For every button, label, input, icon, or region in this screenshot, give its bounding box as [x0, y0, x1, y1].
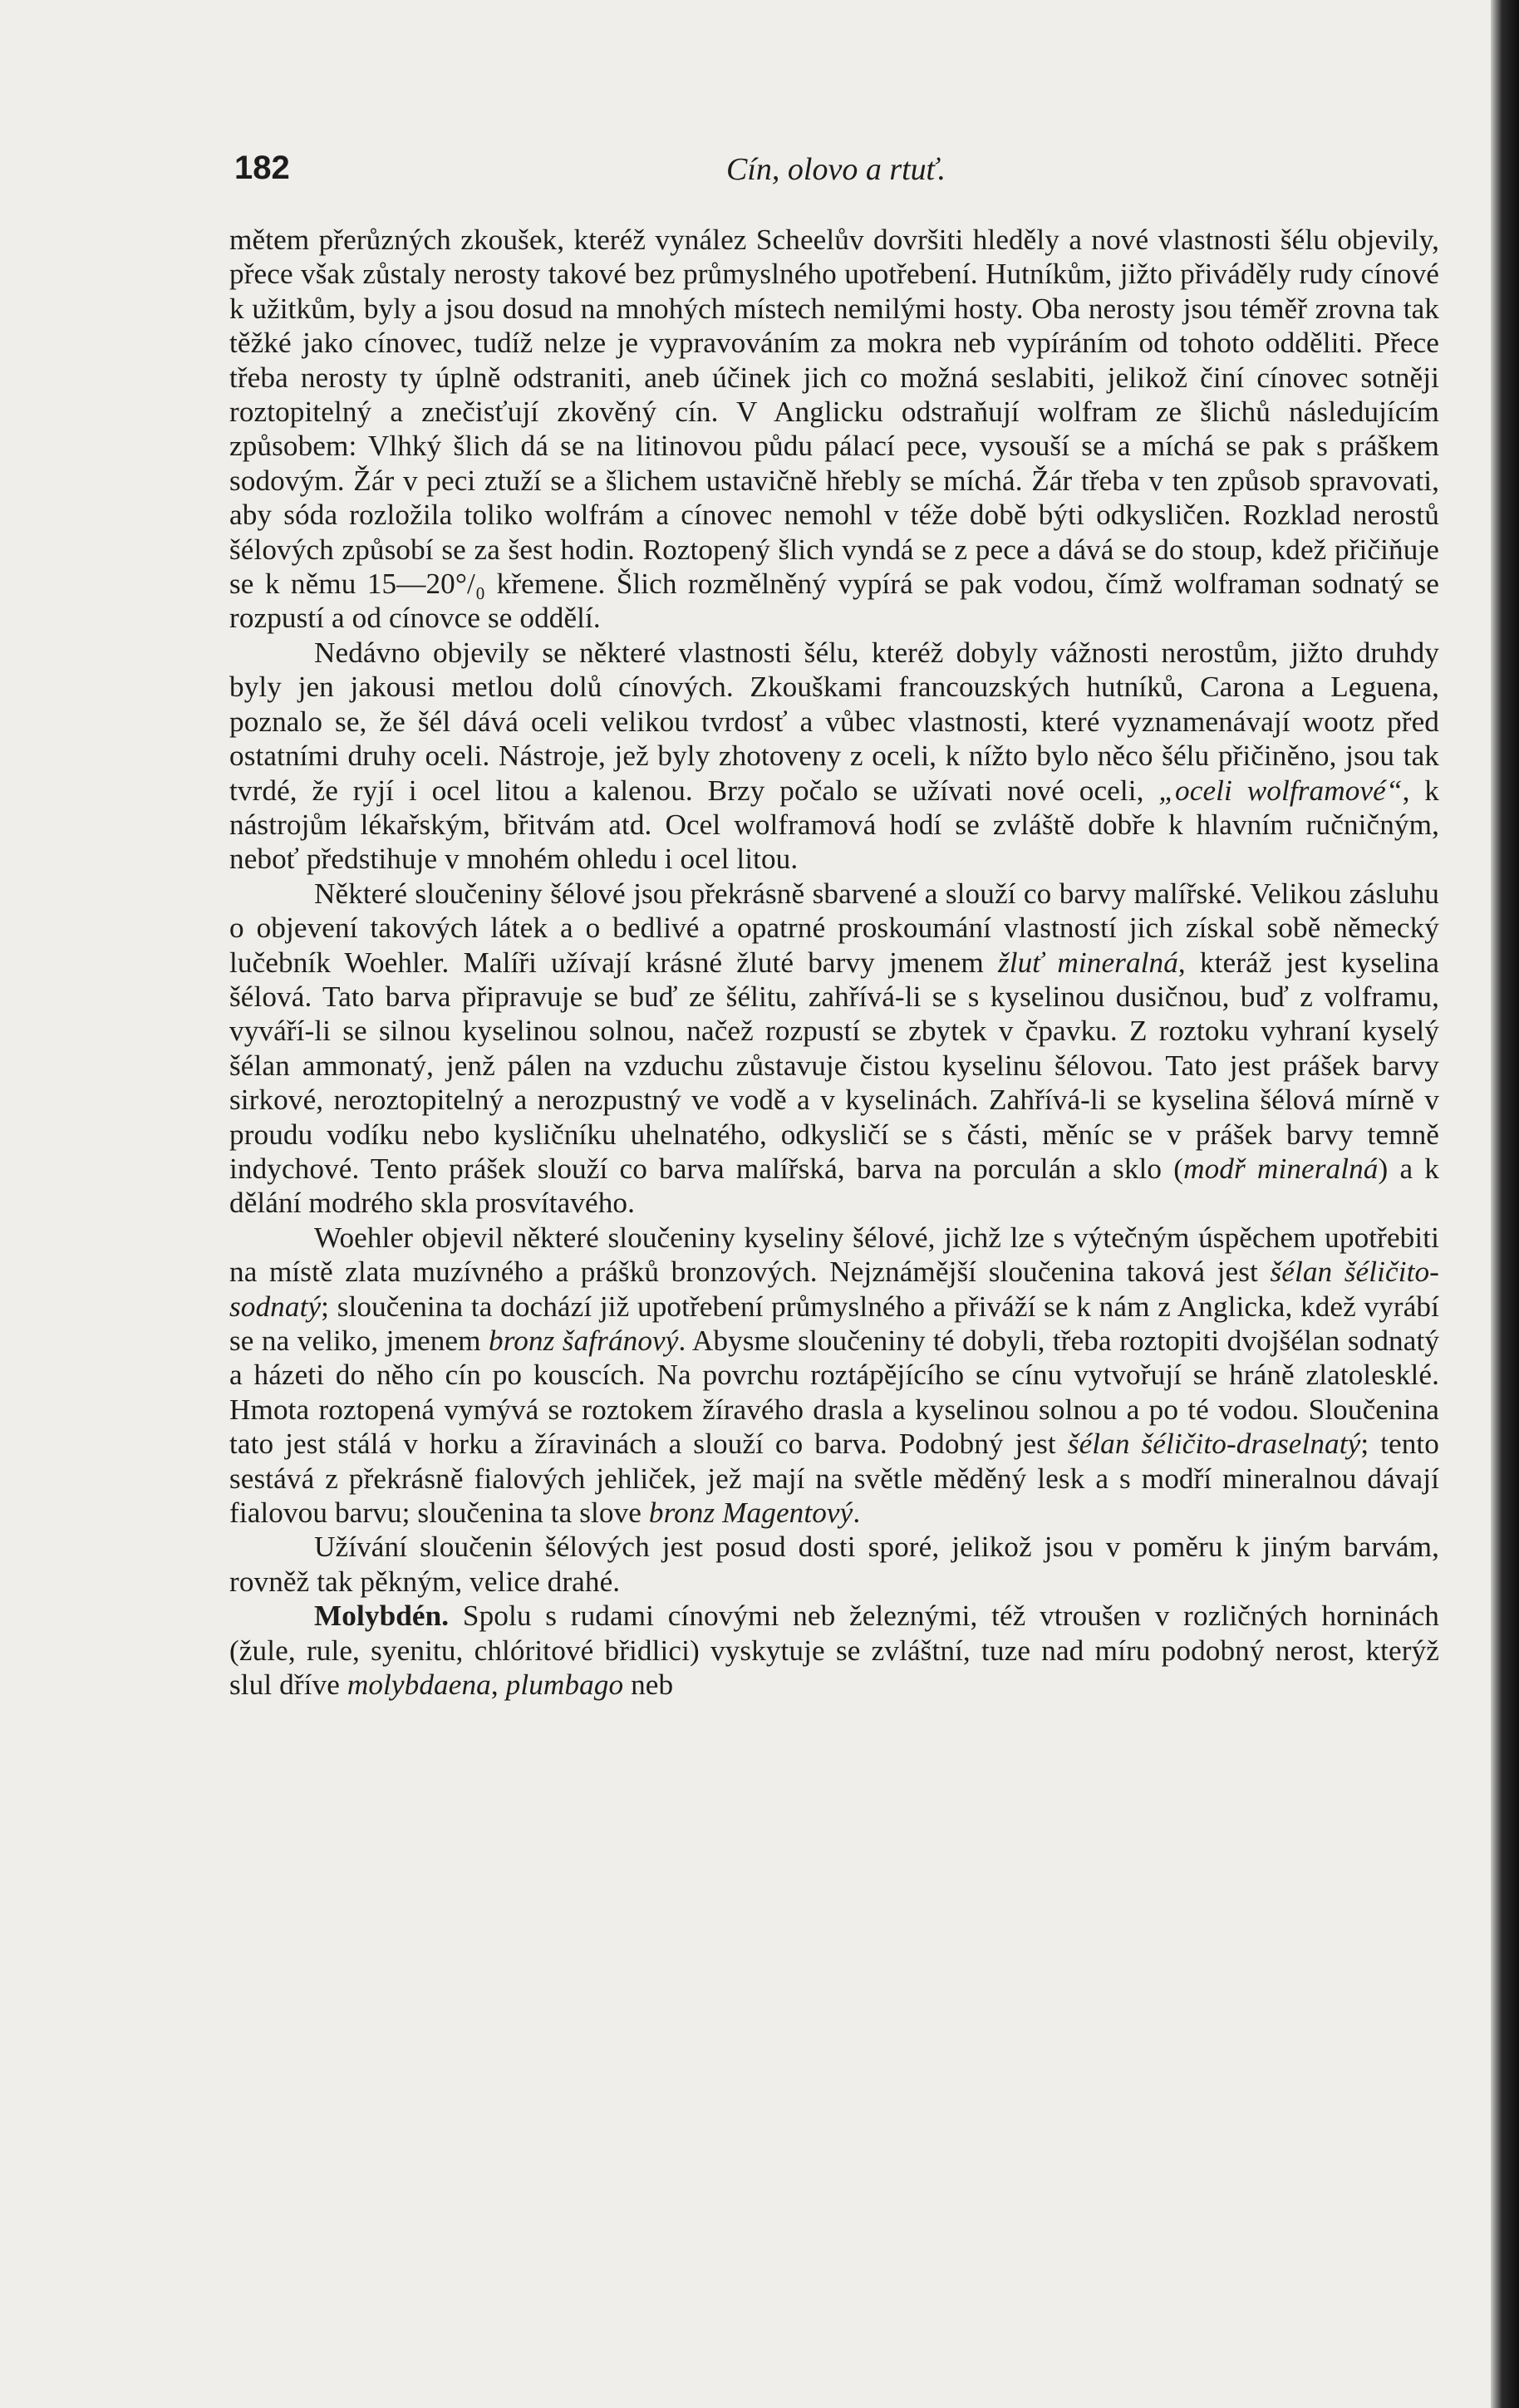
italic-term: bronz Magentový [648, 1496, 853, 1530]
page-number: 182 [234, 150, 290, 186]
text-run: , kteráž jest kyselina šélová. Tato barva připravuje se buď ze šélitu, zahřívá-li se s kyselinou dusičnou, buď z volframu, vyváří-li se silnou kyselinou solnou, načež rozpustí se zbytek v čpavku. Z roztoku vyhraní kyselý šélan ammonatý, jenž pálen na vzduchu zůstavuje čistou kyselinu šélovou. Tato jest prášek barvy sirkové, neroztopitelný a nerozpustný ve vodě a v kyselinách. Zahřívá-li se kyselina šélová mírně v proudu vodíku nebo kysličníku uhelnatého, odkysličí se s části, měníc se v prášek barvy temně indychové. Tento prášek slouží co barva malířská, barva na porculán a sklo ( [229, 946, 1439, 1185]
paragraph-p1 [229, 223, 1439, 636]
italic-term: šélan šéličito-sodnatý [229, 1256, 1439, 1323]
italic-term: „oceli wolframové“ [1158, 774, 1403, 807]
paragraph-p6 [229, 1599, 1439, 1702]
page-edge-shadow [1491, 0, 1519, 2408]
text-run: . [853, 1496, 861, 1530]
italic-term: žluť mineralná [998, 946, 1178, 979]
text-run: Užívání sloučenin šélových jest posud dosti sporé, jelikož jsou v poměru k jiným barvám, rovněž tak pěkným, velice drahé. [229, 1531, 1439, 1598]
text-run: ) a k dělání modrého skla prosvítavého. [229, 1152, 1439, 1220]
italic-term: bronz šafránový [489, 1324, 679, 1357]
text-run: Woehler objevil některé sloučeniny kyseliny šélové, jichž lze s výtečným úspěchem upotřebiti na místě zlata muzívného a prášků bronzových. Nejznámější sloučenina taková jest [229, 1221, 1439, 1289]
italic-term: molybdaena [347, 1668, 491, 1702]
italic-term: plumbago [505, 1668, 624, 1702]
running-title: Cín, olovo a rtuť. [726, 152, 946, 187]
text-run: Spolu s rudami cínovými neb železnými, též vtroušen v rozličných horninách (žule, rule, syenitu, chlóritové břidlici) vyskytuje se zvláštní, tuze nad míru podobný nerost, kterýž slul dříve [229, 1600, 1439, 1702]
text-run: ; sloučenina ta dochází již upotřebení průmyslného a přiváží se k nám z Anglicka, kdež vyrábí se na veliko, jmenem [229, 1290, 1439, 1357]
paragraph-p5 [229, 1530, 1439, 1599]
text-run: neb [623, 1668, 674, 1702]
body-text [229, 223, 1439, 1702]
text-run: mětem přerůzných zkoušek, kteréž vynález Scheelův dovršiti hleděly a nové vlastnosti šélu objevily, přece však zůstaly nerosty takové bez průmyslného upotřebení. Hutníkům, jižto přiváděly rudy cínové k užitkům, byly a jsou dosud na mnohých místech nemilými hosty. Oba nerosty jsou téměř zrovna tak těžké jako cínovec, tudíž nelze je vypravováním za mokra neb vypíráním od tohoto odděliti. Přece třeba nerosty ty úplně odstraniti, aneb účinek jich co možná seslabiti, jelikož činí cínovec sotněji roztopitelný a znečisťují zkověný cín. V Anglicku odstraňují wolfram ze šlichů následujícím způsobem: Vlhký šlich dá se na litinovou půdu pálací pece, vysouší se a míchá se pak s práškem sodovým. Žár v peci ztuží se a šlichem ustavičně hřebly se míchá. Žár třeba v ten způsob spravovati, aby sóda rozložila toliko wolfrám a cínovec nemohl v téže době býti odkysličen. Rozklad nerostů šélových způsobí se za šest hodin. Roztopený šlich vyndá se z pece a dává se do stoup, kdež přičiňuje se k němu 15—20°/₀ křemene. Šlich rozmělněný vypírá se pak vodou, čímž wolframan sodnatý se rozpustí a od cínovce se oddělí. [229, 224, 1439, 635]
paragraph-p3 [229, 877, 1439, 1221]
text-run: . Abysme sloučeniny té dobyli, třeba roztopiti dvojšélan sodnatý a házeti do něho cín po kouscích. Na povrchu roztápějícího se cínu vytvořují se hráně zlatolesklé. Hmota roztopená vymývá se roztokem žíravého draslа a kyselinou solnou a po té vodou. Sloučenina tato jest stálá v horku a žíravinách a slouží co barva. Podobný jest [229, 1324, 1440, 1461]
text-run: Nedávno objevily se některé vlastnosti šélu, kteréž dobyly vážnosti nerostům, jižto druhdy byly jen jakousi metlou dolů cínových. Zkouškami francouzských hutníků, Carona a Leguena, poznalo se, že šél dává oceli velikou tvrdosť a vůbec vlastnosti, které vyznamenávají wootz před ostatními druhy oceli. Nástroje, jež byly zhotoveny z oceli, k nížto bylo něco šélu přičiněno, jsou tak tvrdé, že ryjí i ocel litou a kalenou. Brzy počalo se užívati nové oceli, [229, 636, 1439, 807]
page-header [234, 150, 1438, 199]
text-run: Některé sloučeniny šélové jsou překrásně sbarvené a slouží co barvy malířské. Velikou zásluhu o objevení takových látek a o bedlivé a opatrné proskoumání vlastností jich získal sobě německý lučebník Woehler. Malíři užívají krásné žluté barvy jmenem [229, 877, 1439, 979]
section-heading: Molybdén. [314, 1600, 450, 1633]
italic-term: modř mineralná [1183, 1152, 1379, 1185]
text-run: ; tento sestává z překrásně fialových jehliček, jež mají na světle měděný lesk a s modří mineralnou dávají fialovou barvu; sloučenina ta slove [229, 1428, 1440, 1530]
text-run: , k nástrojům lékařským, břitvám atd. Ocel wolframová hodí se zvláště dobře k hlavním ručničným, neboť předstihuje v mnohém ohledu i ocel litou. [229, 774, 1439, 876]
italic-term: šélan šéličito-draselnatý [1067, 1428, 1361, 1461]
paragraph-p2 [229, 636, 1439, 877]
paragraph-p4 [229, 1221, 1439, 1531]
text-run: , [490, 1668, 506, 1702]
